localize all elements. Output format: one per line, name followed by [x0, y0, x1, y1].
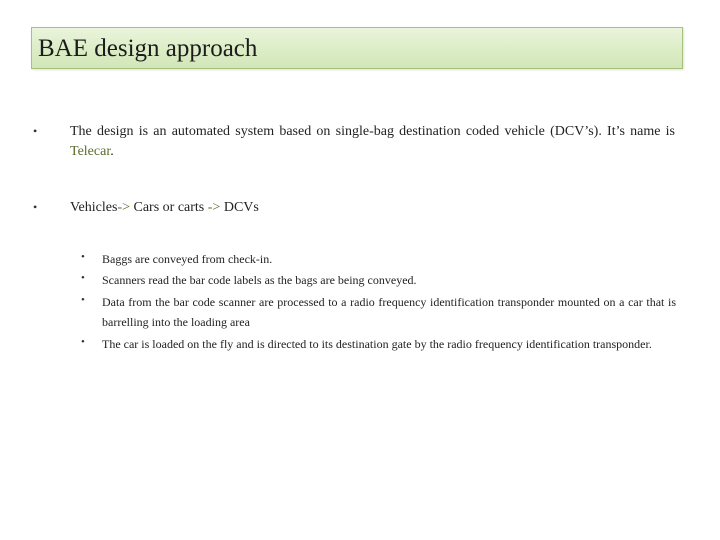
arrow-icon: ->: [117, 200, 130, 215]
period: .: [110, 144, 114, 159]
sub-bullet-icon: •: [81, 336, 85, 348]
slide-title: BAE design approach: [38, 35, 258, 62]
sub-bullet-icon: •: [81, 272, 85, 284]
bullet-icon: •: [33, 124, 38, 138]
sub-bullet-icon: •: [81, 294, 85, 306]
bullet-text-vehicles: [70, 198, 675, 218]
subpoint-checkin: Baggs are conveyed from check-in.: [102, 252, 273, 266]
subpoint-scanners: Scanners read the bar code labels as the bags are being conveyed.: [102, 273, 417, 287]
design-description: The design is an automated system based on single-bag destination coded vehicle (DCV’s). It’s name is: [70, 124, 675, 139]
dcvs-label: DCVs: [220, 200, 259, 215]
slide-title-box: [31, 27, 683, 69]
vehicles-label: Vehicles: [70, 200, 118, 215]
subpoint-data-processing: Data from the bar code scanner are processed to a radio frequency identification transponder mounted on a car that is barrelling into the loading area: [102, 295, 676, 329]
bullet-text-design: [70, 122, 675, 162]
bullet-icon: •: [33, 200, 38, 214]
subpoint-car-loading: The car is loaded on the fly and is directed to its destination gate by the radio frequency identification transponder.: [102, 337, 652, 351]
cars-label: Cars or carts: [130, 200, 208, 215]
arrow-icon: ->: [207, 200, 221, 215]
sub-bullet-icon: •: [81, 251, 85, 263]
telecar-highlight: Telecar: [70, 144, 111, 159]
